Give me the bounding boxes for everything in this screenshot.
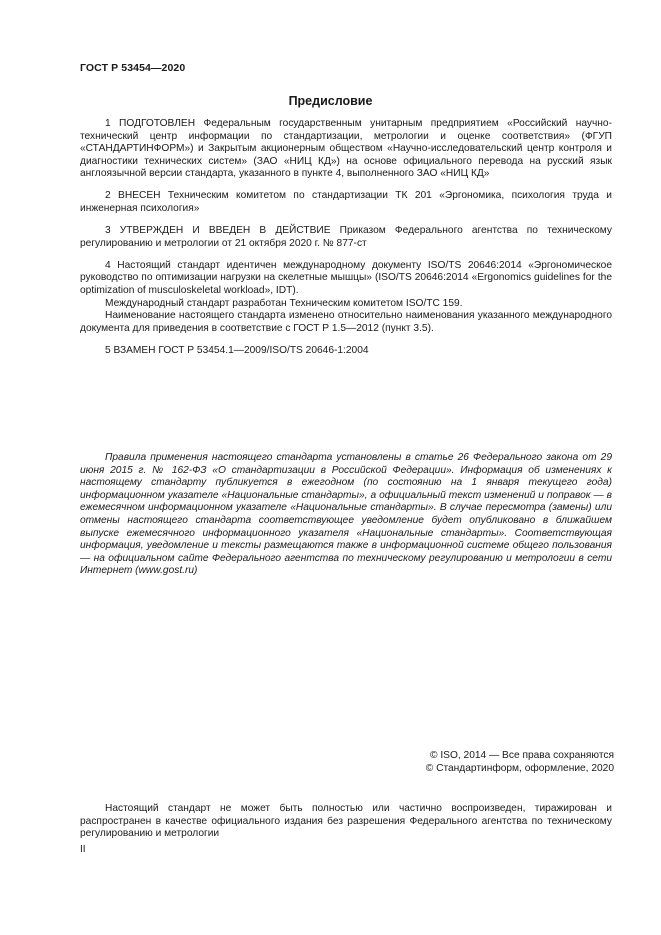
copyright-iso: © ISO, 2014 — Все права сохраняются bbox=[430, 750, 614, 761]
paragraph-1: 1 ПОДГОТОВЛЕН Федеральным государственным унитарным предприятием «Российский научно-технический центр информации по стандартизации, метрологии и оценке соответствия» (ФГУП «СТАНДАРТИНФОРМ») и Закрытым акционерным обществом «Научно-исследовательский центр контроля и диагностики технических систем» (ЗАО «НИЦ КД») на основе официального перевода на русский язык англоязычной версии стандарта, указанного в пункте 4, выполненного ЗАО «НИЦ КД» bbox=[80, 118, 612, 180]
paragraph-3: 3 УТВЕРЖДЕН И ВВЕДЕН В ДЕЙСТВИЕ Приказом Федерального агентства по техническому регулированию и метрологии от 21 октября 2020 г. № 877-ст bbox=[80, 225, 612, 249]
paragraph-4: 4 Настоящий стандарт идентичен международному документу ISO/TS 20646:2014 «Эргономическое руководство по оптимизации нагрузки на скелетные мышцы» (ISO/TS 20646:2014 «Ergonomics guidelines for the optimization of musculoskeletal workload», IDT). bbox=[80, 259, 612, 297]
copyright-block bbox=[426, 749, 614, 775]
page-number: II bbox=[80, 844, 86, 855]
paragraph-2: 2 ВНЕСЕН Техническим комитетом по стандартизации ТК 201 «Эргономика, психология труда и инженерная психология» bbox=[80, 190, 612, 215]
paragraph-4-tc: Международный стандарт разработан Техническим комитетом ISO/TC 159. bbox=[105, 297, 463, 309]
section-title: Предисловие bbox=[288, 94, 373, 108]
application-notice: Правила применения настоящего стандарта установлены в статье 26 Федерального закона от 29 июня 2015 г. № 162-ФЗ «О стандартизации в Российской Федерации». Информация об изменениях к настоящему стандарту публикуется в ежегодном (по состоянию на 1 января текущего года) информационном указателе «Национальные стандарты», а официальный текст изменений и поправок — в ежемесячном информационном указателе «Национальные стандарты». В случае пересмотра (замены) или отмены настоящего стандарта соответствующее уведомление будет опубликовано в ближайшем выпуске ежемесячного информационного указателя «Национальные стандарты». Соответствующая информация, уведомление и тексты размещаются также в информационной системе общего пользования — на официальном сайте Федерального агентства по техническому регулированию и метрологии в сети Интернет (www.gost.ru) bbox=[80, 452, 612, 577]
reproduction-notice: Настоящий стандарт не может быть полностью или частично воспроизведен, тиражирован и распространен в качестве официального издания без разрешения Федерального агентства по техническому регулированию и метрологии bbox=[80, 803, 612, 840]
document-code: ГОСТ Р 53454—2020 bbox=[80, 62, 186, 74]
paragraph-4-name-change: Наименование настоящего стандарта изменено относительно наименования указанного международного документа для приведения в соответствие с ГОСТ Р 1.5—2012 (пункт 3.5). bbox=[80, 310, 612, 334]
foreword-body bbox=[80, 118, 612, 358]
paragraph-5: 5 ВЗАМЕН ГОСТ Р 53454.1—2009/ISO/TS 20646-1:2004 bbox=[105, 344, 369, 356]
notice-block bbox=[80, 452, 612, 578]
copyright-publisher: © Стандартинформ, оформление, 2020 bbox=[425, 763, 614, 774]
